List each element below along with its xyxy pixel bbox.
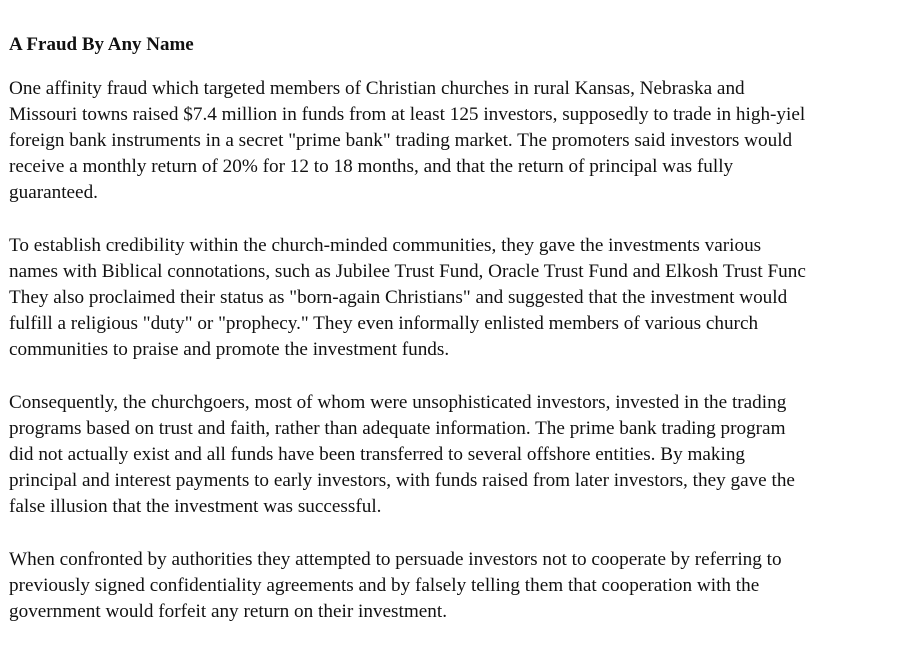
article-title: A Fraud By Any Name: [9, 34, 194, 55]
paragraph-4: [9, 547, 900, 625]
text-line: did not actually exist and all funds have been transferred to several offshore entities. By making: [9, 444, 746, 465]
text-line: government would forfeit any return on their investment.: [9, 601, 447, 622]
text-line: fulfill a religious "duty" or "prophecy." They even informally enlisted members of various church: [9, 313, 759, 334]
text-line: false illusion that the investment was successful.: [9, 496, 382, 517]
paragraph-2: [9, 233, 900, 363]
text-line: Consequently, the churchgoers, most of whom were unsophisticated investors, invested in the trading: [9, 392, 787, 413]
paragraph-3: [9, 390, 900, 520]
article: [9, 34, 900, 625]
text-line: To establish credibility within the church-minded communities, they gave the investments various: [9, 235, 762, 256]
text-line: One affinity fraud which targeted members of Christian churches in rural Kansas, Nebraska and: [9, 78, 745, 99]
text-line: previously signed confidentiality agreements and by falsely telling them that cooperation with the: [9, 575, 760, 596]
text-line: communities to praise and promote the investment funds.: [9, 339, 450, 360]
text-line: names with Biblical connotations, such as Jubilee Trust Fund, Oracle Trust Fund and Elkosh Trust Func: [9, 261, 806, 282]
text-line: programs based on trust and faith, rather than adequate information. The prime bank trading program: [9, 418, 786, 439]
paragraph-1: [9, 76, 900, 206]
text-line: principal and interest payments to early investors, with funds raised from later investors, they gave the: [9, 470, 795, 491]
text-line: foreign bank instruments in a secret "prime bank" trading market. The promoters said investors would: [9, 130, 793, 151]
text-line: Missouri towns raised $7.4 million in funds from at least 125 investors, supposedly to trade in high-yiel: [9, 104, 806, 125]
text-line: They also proclaimed their status as "born-again Christians" and suggested that the investment would: [9, 287, 788, 308]
text-line: receive a monthly return of 20% for 12 to 18 months, and that the return of principal was fully: [9, 156, 734, 177]
text-line: guaranteed.: [9, 182, 98, 203]
text-line: When confronted by authorities they attempted to persuade investors not to cooperate by referring to: [9, 549, 782, 570]
